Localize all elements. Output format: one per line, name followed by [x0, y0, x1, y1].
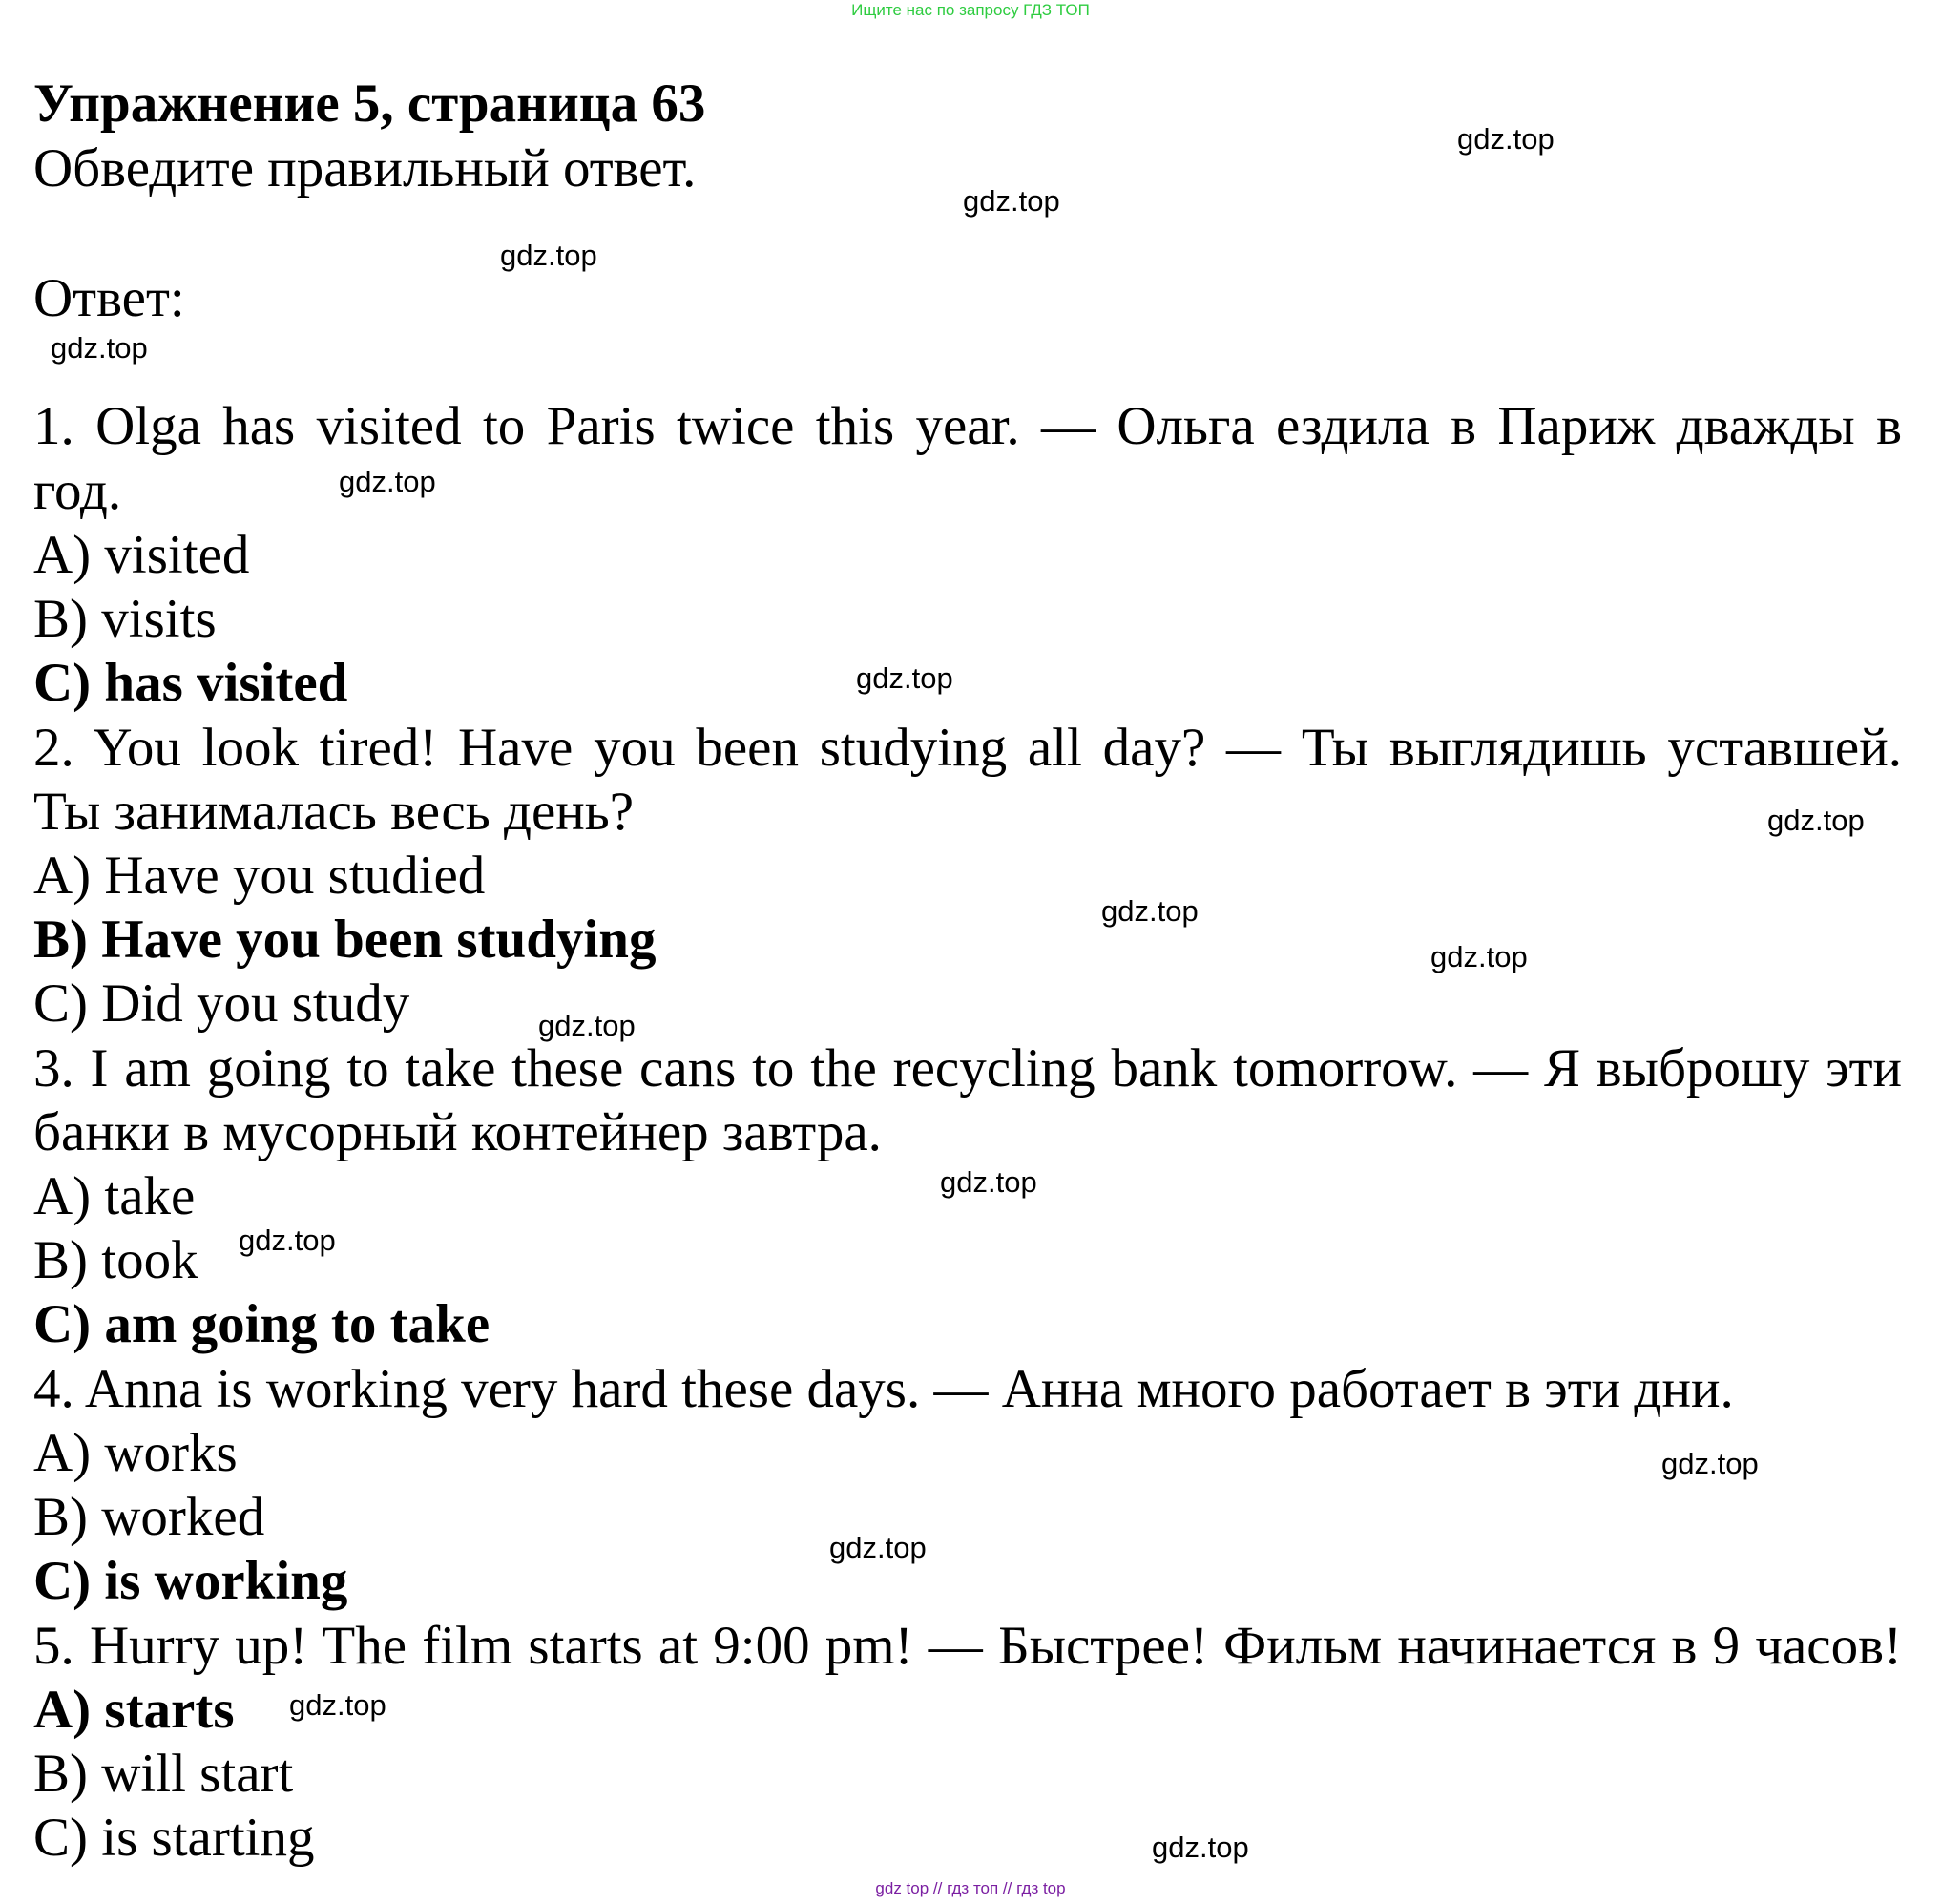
- watermark: gdz.top: [1767, 804, 1865, 837]
- footer: gdz top // гдз топ // гдз top: [875, 1879, 1066, 1897]
- question-1-option-b: B) visits: [33, 589, 217, 649]
- question-3-option-c-correct: C) am going to take: [33, 1294, 490, 1354]
- question-1-line-1: 1. Olga has visited to Paris twice this year. — Ольга ездила в Париж дважды в: [33, 396, 1902, 456]
- question-3-line-1: 3. I am going to take these cans to the recycling bank tomorrow. — Я выброшу эти: [33, 1038, 1902, 1098]
- top-banner: Ищите нас по запросу ГДЗ ТОП: [851, 1, 1090, 19]
- question-3-line-2: банки в мусорный контейнер завтра.: [33, 1102, 882, 1162]
- watermark: gdz.top: [829, 1531, 927, 1564]
- watermark: gdz.top: [500, 239, 597, 272]
- question-3-option-b: B) took: [33, 1230, 198, 1290]
- exercise-title: Упражнение 5, страница 63: [33, 73, 706, 134]
- question-1-line-2: год.: [33, 461, 122, 521]
- question-5-option-b: B) will start: [33, 1744, 294, 1804]
- watermark: gdz.top: [1101, 894, 1199, 928]
- watermark: gdz.top: [1661, 1447, 1759, 1480]
- question-4-option-b: B) worked: [33, 1487, 265, 1547]
- watermark: gdz.top: [51, 331, 148, 365]
- question-1-option-c-correct: C) has visited: [33, 653, 348, 713]
- question-2-line-1: 2. You look tired! Have you been studying all day? — Ты выглядишь уставшей.: [33, 718, 1902, 778]
- instruction: Обведите правильный ответ.: [33, 138, 697, 199]
- question-5-option-c: C) is starting: [33, 1808, 315, 1868]
- question-5-option-a-correct: A) starts: [33, 1680, 235, 1740]
- watermark: gdz.top: [1152, 1831, 1249, 1864]
- question-1-option-a: A) visited: [33, 525, 250, 585]
- question-2-option-b-correct: B) Have you been studying: [33, 910, 657, 970]
- question-4-line-1: 4. Anna is working very hard these days. — Анна много работает в эти дни.: [33, 1359, 1734, 1419]
- question-3-option-a: A) take: [33, 1166, 196, 1226]
- question-2-line-2: Ты занималась весь день?: [33, 782, 635, 842]
- watermark: gdz.top: [289, 1688, 386, 1722]
- watermark: gdz.top: [856, 661, 953, 695]
- answer-label: Ответ:: [33, 268, 185, 328]
- watermark: gdz.top: [940, 1165, 1037, 1199]
- question-5-line-1: 5. Hurry up! The film starts at 9:00 pm! — Быстрее! Фильм начинается в 9 часов!: [33, 1616, 1902, 1676]
- watermark: gdz.top: [339, 465, 436, 498]
- question-2-option-c: C) Did you study: [33, 973, 410, 1034]
- watermark: gdz.top: [239, 1224, 336, 1257]
- question-4-option-a: A) works: [33, 1423, 238, 1483]
- question-4-option-c-correct: C) is working: [33, 1551, 348, 1611]
- watermark: gdz.top: [963, 184, 1060, 218]
- watermark: gdz.top: [538, 1009, 636, 1042]
- question-2-option-a: A) Have you studied: [33, 846, 486, 906]
- watermark: gdz.top: [1430, 940, 1528, 973]
- watermark: gdz.top: [1457, 122, 1555, 156]
